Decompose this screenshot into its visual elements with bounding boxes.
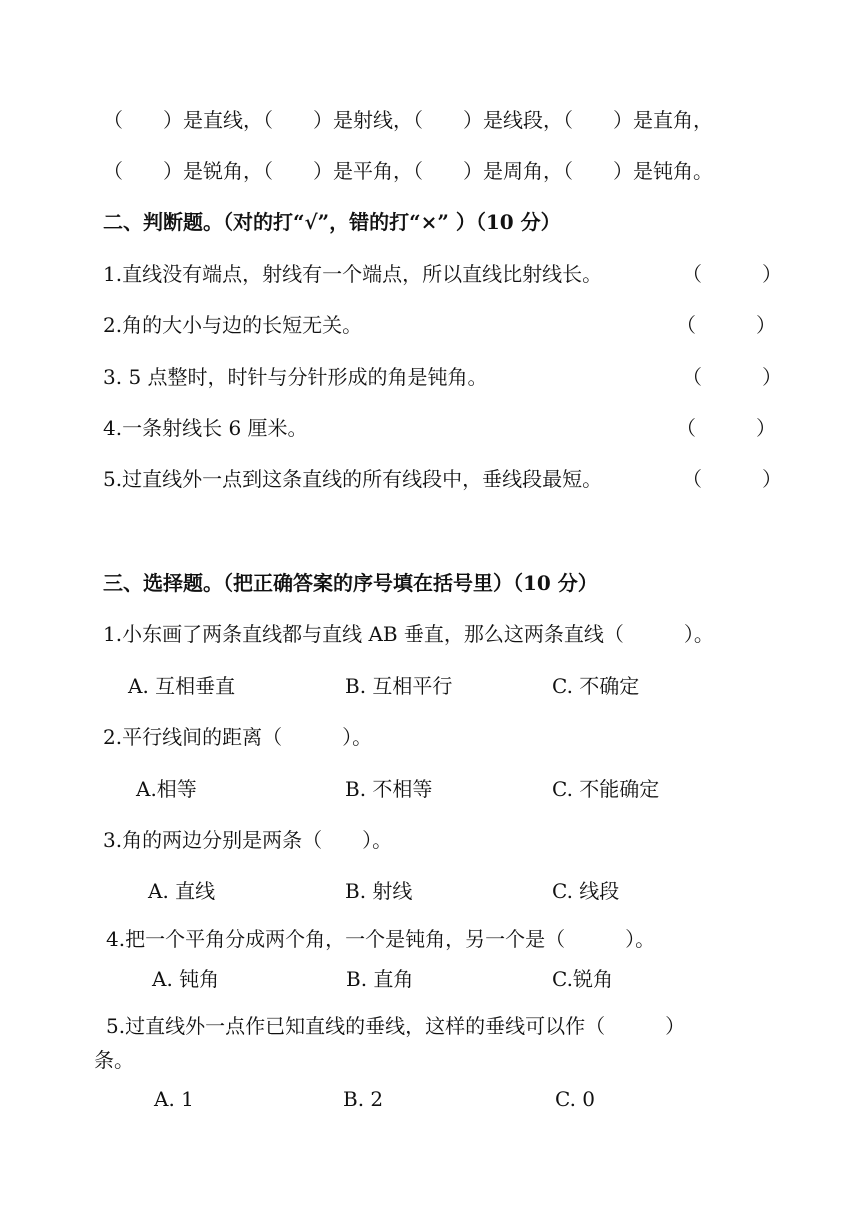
judge-item-4: 4.一条射线长 6 厘米。 <box>103 416 308 440</box>
section2-heading: 二、判断题。（对的打“√”，错的打“×” ）（10 分） <box>103 210 561 234</box>
choice-q2-option-a: A.相等 <box>136 777 197 801</box>
fill-line-1: （ ）是直线，（ ）是射线，（ ）是线段，（ ）是直角， <box>103 108 713 132</box>
choice-q1: 1.小东画了两条直线都与直线 AB 垂直，那么这两条直线（ ）。 <box>103 622 714 646</box>
judge-bracket-5: （ ） <box>682 467 782 491</box>
judge-item-5: 5.过直线外一点到这条直线的所有线段中，垂线段最短。 <box>103 467 603 491</box>
choice-q4-option-c: C.锐角 <box>552 967 613 991</box>
judge-bracket-2: （ ） <box>676 313 776 337</box>
choice-q2: 2.平行线间的距离（ ）。 <box>103 725 373 749</box>
choice-q3-option-a: A. 直线 <box>148 879 216 903</box>
choice-q3-option-b: B. 射线 <box>345 879 413 903</box>
choice-q5: 5.过直线外一点作已知直线的垂线，这样的垂线可以作（ ） <box>106 1014 686 1038</box>
judge-bracket-1: （ ） <box>682 262 782 286</box>
choice-q2-option-b: B. 不相等 <box>345 777 433 801</box>
judge-item-3: 3. 5 点整时，时针与分针形成的角是钝角。 <box>103 365 488 389</box>
judge-bracket-3: （ ） <box>682 365 782 389</box>
choice-q4-option-b: B. 直角 <box>346 967 414 991</box>
section3-heading: 三、选择题。（把正确答案的序号填在括号里）（10 分） <box>103 571 598 595</box>
judge-item-2: 2.角的大小与边的长短无关。 <box>103 313 363 337</box>
choice-q1-option-c: C. 不确定 <box>552 674 640 698</box>
choice-q5-option-a: A. 1 <box>154 1087 194 1111</box>
judge-bracket-4: （ ） <box>676 416 776 440</box>
choice-q4-option-a: A. 钝角 <box>152 967 220 991</box>
choice-q2-option-c: C. 不能确定 <box>552 777 660 801</box>
choice-q5-continuation: 条。 <box>94 1048 134 1072</box>
choice-q3-option-c: C. 线段 <box>552 879 620 903</box>
judge-item-1: 1.直线没有端点，射线有一个端点，所以直线比射线长。 <box>103 262 603 286</box>
choice-q4: 4.把一个平角分成两个角，一个是钝角，另一个是（ ）。 <box>106 927 656 951</box>
choice-q3: 3.角的两边分别是两条（ ）。 <box>103 828 393 852</box>
choice-q1-option-a: A. 互相垂直 <box>128 674 236 698</box>
fill-line-2: （ ）是锐角，（ ）是平角，（ ）是周角，（ ）是钝角。 <box>103 159 713 183</box>
choice-q5-option-c: C. 0 <box>555 1087 596 1111</box>
choice-q1-option-b: B. 互相平行 <box>345 674 453 698</box>
choice-q5-option-b: B. 2 <box>343 1087 384 1111</box>
